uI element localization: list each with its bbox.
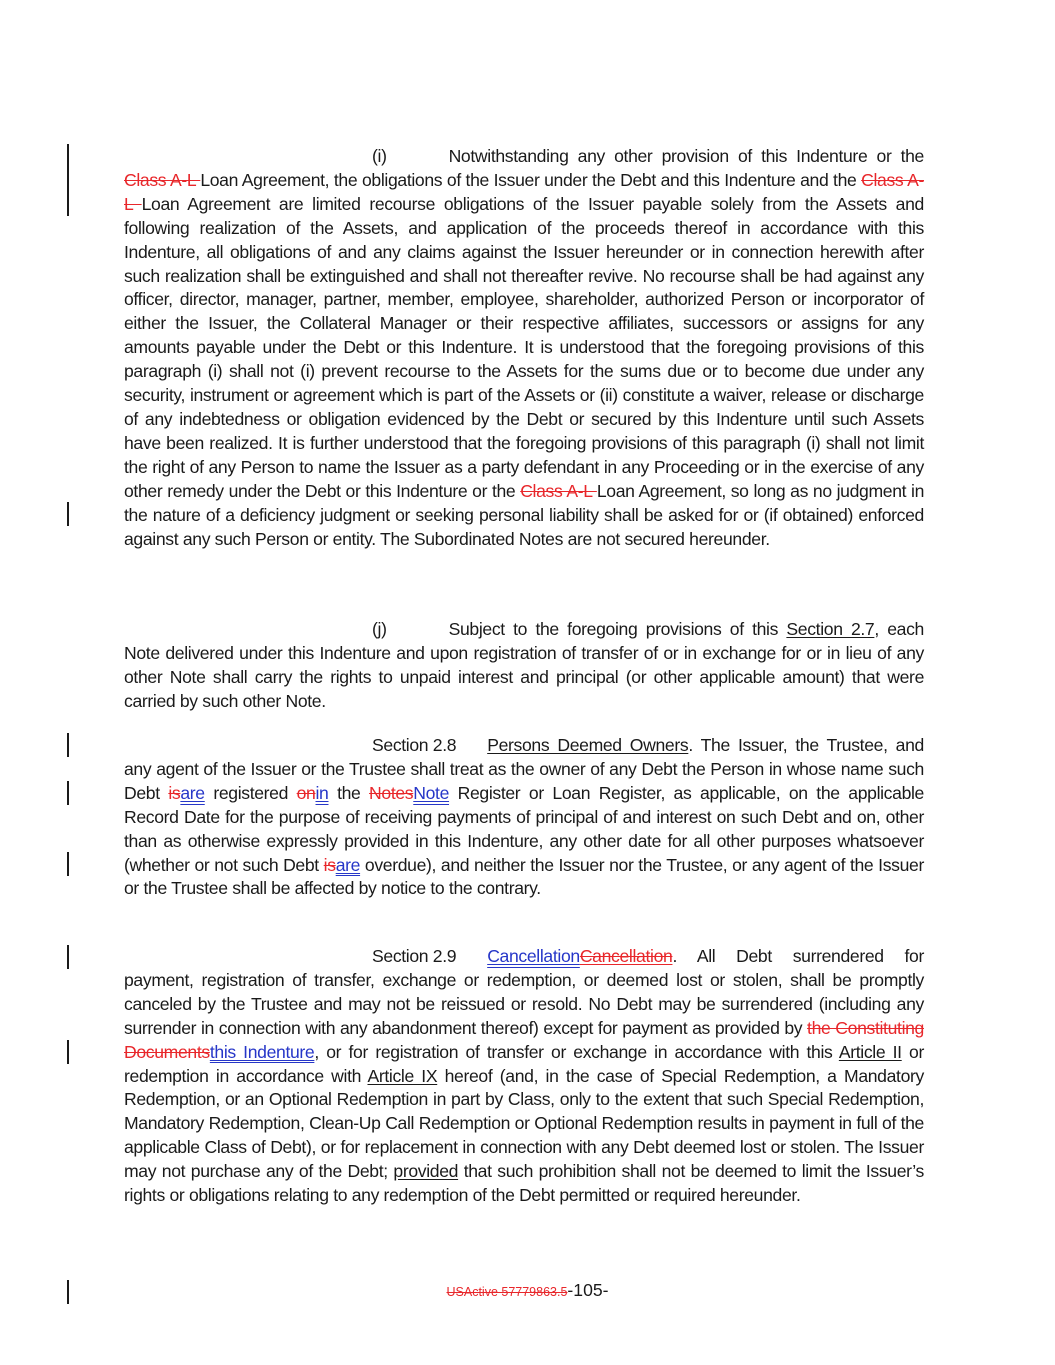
change-bar	[67, 781, 69, 805]
section-reference-link[interactable]: Section 2.7	[786, 619, 875, 639]
paragraph-label: (j)	[372, 619, 387, 639]
paragraph-text: overdue), and neither the Issuer nor the Trustee, or any agent of the Issuer or the Trustee shall be affected by notice to the contrary.	[124, 854, 924, 899]
paragraph-label: (i)	[372, 146, 387, 166]
deleted-text: Notes	[369, 782, 414, 803]
paragraph-text: . The Issuer, the Trustee, and any agent of the Issuer or the Trustee shall treat as the owner of any Debt the Person in whose name such Debt	[124, 735, 924, 803]
paragraph-text: that such prohibition shall not be deemed to limit the Issuer’s rights or obligations relating to any redemption of the Debt permitted or required hereunder.	[124, 1161, 924, 1206]
deleted-text: Class A-L	[520, 480, 597, 501]
deleted-text: the Constituting Documents	[124, 1017, 924, 1062]
inserted-text: in	[315, 782, 329, 803]
deleted-text: is	[168, 782, 181, 803]
article-reference-link[interactable]: Article II	[838, 1041, 902, 1062]
page-number: -105-	[567, 1280, 609, 1300]
deleted-text: is	[323, 854, 336, 875]
page-footer	[0, 1280, 1055, 1301]
paragraph-text: or redemption in accordance with	[124, 1041, 925, 1086]
change-bar	[67, 945, 69, 969]
deleted-document-id: USActive 57779863.5	[446, 1285, 568, 1299]
paragraph-j	[124, 618, 924, 714]
change-bar	[67, 502, 69, 526]
proviso-term: provided	[393, 1161, 459, 1182]
paragraph-i	[124, 145, 924, 551]
paragraph-text: hereof (and, in the case of Special Redemption, a Mandatory Redemption, or an Optional Redemption in part by Class, only to the extent that such Special Redemption, Mandatory Redemption, Clean-Up Call Redemption or Optional Redemption results in payment in full of the applicable Class of Debt), or for replacement in connection with any Debt deemed lost or stolen. The Issuer may not purchase any of the Debt;	[124, 1065, 924, 1182]
section-heading: Persons Deemed Owners	[487, 735, 689, 755]
paragraph-text: Loan Agreement, so long as no judgment in the nature of a deficiency judgment or seeking personal liability shall be asked for or (if obtained) enforced against any such Person or entity. The Subordinated Notes are not secured hereunder.	[124, 480, 925, 549]
deleted-text: Class A-L	[124, 169, 924, 214]
change-bar	[67, 144, 69, 216]
inserted-text: are	[335, 854, 361, 875]
deleted-text: on	[296, 782, 316, 803]
inserted-text: are	[180, 782, 205, 803]
change-bar	[67, 733, 69, 757]
change-bar	[67, 852, 69, 876]
section-2-8	[124, 734, 924, 901]
section-number: Section 2.8	[372, 735, 457, 755]
paragraph-text: the	[328, 782, 370, 803]
paragraph-text: Notwithstanding any other provision of this Indenture or the	[448, 146, 924, 166]
paragraph-text: Subject to the foregoing provisions of this	[448, 619, 787, 639]
inserted-text: Note	[413, 782, 450, 803]
paragraph-text: , each Note delivered under this Indenture and upon registration of transfer of or in exchange for or in lieu of any other Note shall carry the rights to unpaid interest and principal (or other applicable amount) that were carried by such other Note.	[124, 619, 924, 711]
inserted-heading: Cancellation	[487, 946, 580, 966]
paragraph-text: , or for registration of transfer or exchange in accordance with this	[314, 1041, 839, 1062]
section-2-9	[124, 945, 924, 1208]
article-reference-link[interactable]: Article IX	[367, 1065, 438, 1086]
paragraph-text: Loan Agreement, the obligations of the Issuer under the Debt and this Indenture and the	[200, 169, 862, 190]
change-bar	[67, 1040, 69, 1064]
paragraph-text: Loan Agreement are limited recourse obligations of the Issuer payable solely from the Assets and following realization of the Assets, and application of the proceeds thereof in accordance with this Indenture, all obligations of and any claims against the Issuer hereunder or in connection herewith after such realization shall be extinguished and shall not thereafter revive. No recourse shall be had against any officer, director, manager, partner, member, employee, shareholder, authorized Person or incorporator of either the Issuer, the Collateral Manager or their respective affiliates, successors or assigns for any amounts payable under the Debt or this Indenture. It is understood that the foregoing provisions of this paragraph (i) shall not (i) prevent recourse to the Assets for the sums due or to become due under any security, instrument or agreement which is part of the Assets or (ii) constitute a waiver, release or discharge of any indebtedness or obligation evidenced by the Debt or secured by this Indenture until such Assets have been realized. It is further understood that the foregoing provisions of this paragraph (i) shall not limit the right of any Person to name the Issuer as a party defendant in any Proceeding or in the exercise of any other remedy under the Debt or this Indenture or the	[124, 193, 924, 501]
section-number: Section 2.9	[372, 946, 457, 966]
inserted-text: this Indenture	[209, 1041, 315, 1062]
deleted-text: Class A-L	[124, 169, 201, 190]
paragraph-text: registered	[204, 782, 297, 803]
paragraph-text: . All Debt surrendered for payment, registration of transfer, exchange or redemption, or deemed lost or stolen, shall be promptly canceled by the Trustee and may not be reissued or resold. No Debt may be surrendered (including any surrender in connection with any abandonment thereof) except for payment as provided by	[124, 946, 924, 1038]
paragraph-text: Register or Loan Register, as applicable, on the applicable Record Date for the purpose of receiving payments of principal of and interest on such Debt and on, other than as otherwise expressly provided in this Indenture, any other date for all other purposes whatsoever (whether or not such Debt	[124, 782, 924, 875]
deleted-heading: Cancellation	[579, 946, 673, 966]
